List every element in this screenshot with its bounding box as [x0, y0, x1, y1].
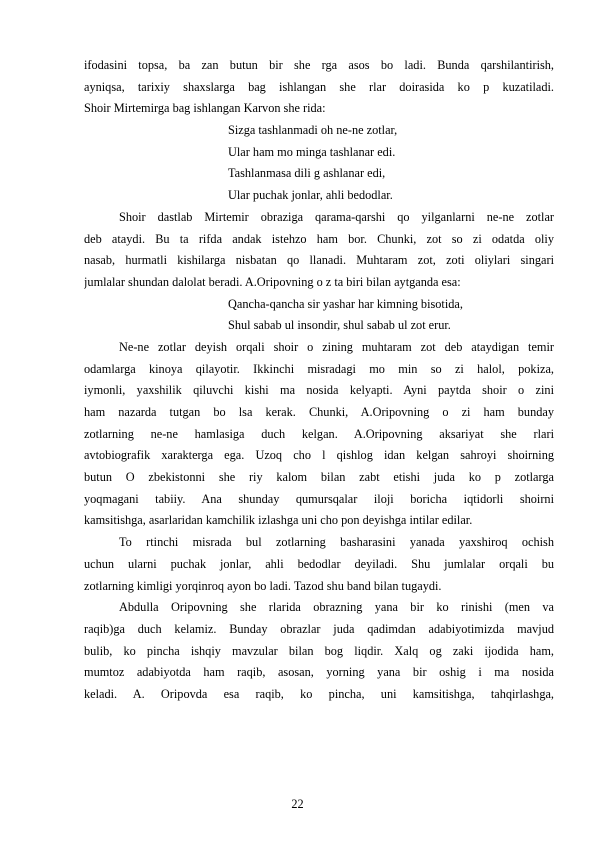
- text-line: Abdulla Oripovning she rlarida obrazning yana bir ko rinishi (men va: [119, 600, 554, 615]
- text-line: Shoir Mirtemirga bag ishlangan Karvon she rida:: [84, 101, 326, 116]
- text-line: zotlarning kimligi yorqinroq ayon bo ladi. Tazod shu band bilan tugaydi.: [84, 578, 442, 593]
- text-line: nasab, hurmatli kishilarga nisbatan qo llanadi. Muhtaram zot, zoti oliylari singari: [84, 253, 554, 268]
- page-body: [84, 55, 554, 706]
- text-line: kamsitishga, asarlaridan kamchilik izlashga uni cho pon deyishga intilar edilar.: [84, 513, 473, 528]
- verse-line: Ular puchak jonlar, ahli bedodlar.: [228, 188, 393, 203]
- text-line: butun O zbekistonni she riy kalom bilan zabt etishi juda ko p zotlarga: [84, 470, 554, 485]
- text-line: iymonli, yaxshilik qiluvchi kishi ma nosida kelyapti. Ayni paytda shoir o zini: [84, 383, 554, 398]
- text-line: avtobiografik xarakterga ega. Uzoq cho l qishlog idan kelgan sahroyi shoirning: [84, 448, 554, 463]
- verse-line: Shul sabab ul insondir, shul sabab ul zot erur.: [228, 318, 451, 333]
- text-line: raqib)ga duch kelamiz. Bunday obrazlar juda qadimdan adabiyotimizda mavjud: [84, 621, 554, 636]
- verse-line: Sizga tashlanmadi oh ne-ne zotlar,: [228, 123, 398, 138]
- text-line: zotlarning ne-ne hamlasiga duch kelgan. A.Oripovning aksariyat she rlari: [84, 426, 554, 441]
- text-line: Shoir dastlab Mirtemir obraziga qarama-qarshi qo yilganlarni ne-ne zotlar: [119, 209, 554, 224]
- text-line: yoqmagani tabiiy. Ana shunday qumursqalar iloji boricha iqtidorli shoirni: [84, 491, 554, 506]
- text-line: ifodasini topsa, ba zan butun bir she rga asos bo ladi. Bunda qarshilantirish,: [84, 58, 554, 72]
- verse-line: Qancha-qancha sir yashar har kimning bisotida,: [228, 296, 463, 311]
- text-line: deb ataydi. Bu ta rifda andak istehzo ham bor. Chunki, zot so zi odatda oliy: [84, 231, 554, 246]
- text-line: ham nazarda tutgan bo lsa kerak. Chunki, A.Oripovning o zi ham bunday: [84, 405, 554, 419]
- verse-line: Ular ham mo minga tashlanar edi.: [228, 144, 396, 159]
- verse-line: Tashlanmasa dili g ashlanar edi,: [228, 166, 386, 181]
- text-line: ayniqsa, tarixiy shaxslarga bag ishlangan she rlar doirasida ko p kuzatiladi.: [84, 79, 554, 94]
- text-line: mumtoz adabiyotda ham raqib, asosan, yorning yana bir oshig i ma nosida: [84, 665, 554, 680]
- text-line: odamlarga kinoya qilayotir. Ikkinchi misradagi mo min so zi halol, pokiza,: [84, 361, 554, 376]
- page-number: 22: [291, 797, 304, 811]
- text-line: jumlalar shundan dalolat beradi. A.Oripovning o z ta biri bilan aytganda esa:: [84, 274, 461, 289]
- text-line: Ne-ne zotlar deyish orqali shoir o zining muhtaram zot deb ataydigan temir: [119, 339, 554, 354]
- text-line: To rtinchi misrada bul zotlarning basharasini yanada yaxshiroq ochish: [119, 535, 554, 550]
- text-line: bulib, ko pincha ishqiy mavzular bilan bog liqdir. Xalq og zaki ijodida ham,: [84, 643, 554, 658]
- text-line: keladi. A. Oripovda esa raqib, ko pincha, uni kamsitishga, tahqirlashga,: [84, 686, 554, 701]
- text-line: uchun ularni puchak jonlar, ahli bedodlar deyiladi. Shu jumlalar orqali bu: [84, 556, 554, 571]
